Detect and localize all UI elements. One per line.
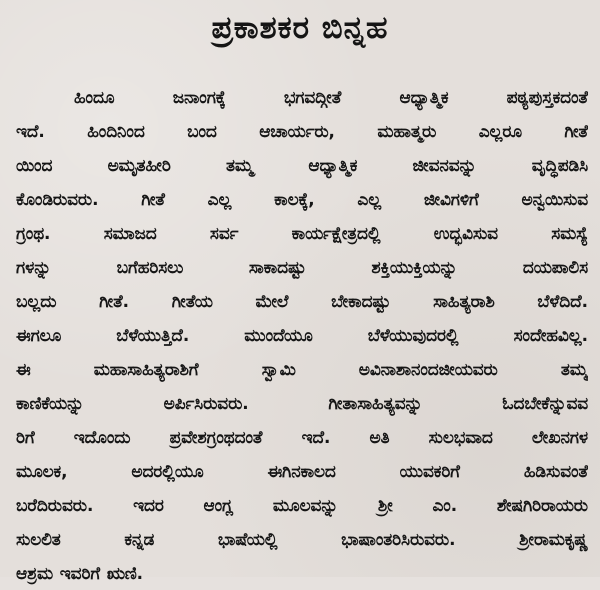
paragraph-line-12: ಮೂಲಕ, ಅದರಲ್ಲಿಯೂ ಈಗಿನಕಾಲದ ಯುವಕರಿಗೆ ಹಿಡಿಸುವಂತೆ xyxy=(16,461,588,481)
paragraph-line-6: ಗಳನ್ನು ಬಗೆಹರಿಸಲು ಸಾಕಾದಷ್ಟು ಶಕ್ತಿಯುಕ್ತಿಯನ್ನು ದಯಪಾಲಿಸ xyxy=(16,257,588,277)
paragraph-line-7: ಬಲ್ಲದು ಗೀತೆ. ಗೀತೆಯ ಮೇಲೆ ಬೇಕಾದಷ್ಟು ಸಾಹಿತ್ಯರಾಶಿ ಬೆಳೆದಿದೆ. xyxy=(16,291,588,311)
paragraph-line-5: ಗ್ರಂಥ. ಸಮಾಜದ ಸರ್ವ ಕಾರ್ಯಕ್ಷೇತ್ರದಲ್ಲಿ ಉದ್ಭವಿಸುವ ಸಮಸ್ಯೆ xyxy=(16,223,588,243)
paragraph-line-13: ಬರೆದಿರುವರು. ಇದರ ಆಂಗ್ಲ ಮೂಲವನ್ನು ಶ್ರೀ ಎಂ. ಶೇಷಗಿರಿರಾಯರು xyxy=(16,495,588,515)
paragraph-line-8: ಈಗಲೂ ಬೆಳೆಯುತ್ತಿದೆ. ಮುಂದೆಯೂ ಬೆಳೆಯುವುದರಲ್ಲಿ ಸಂದೇಹವಿಲ್ಲ. xyxy=(16,325,588,345)
paragraph-line-14: ಸುಲಲಿತ ಕನ್ನಡ ಭಾಷೆಯಲ್ಲಿ ಭಾಷಾಂತರಿಸಿರುವರು. ಶ್ರೀರಾಮಕೃಷ್ಣ xyxy=(16,529,588,549)
preface-paragraph xyxy=(16,80,588,590)
paragraph-line-15: ಆಶ್ರಮ ಇವರಿಗೆ ಋಣಿ. xyxy=(16,563,144,583)
paragraph-line-1: ಹಿಂದೂ ಜನಾಂಗಕ್ಕೆ ಭಗವದ್ಗೀತೆ ಆಧ್ಯಾತ್ಮಿಕ ಪಠ್ಯಪುಸ್ತಕದಂತೆ xyxy=(74,87,588,107)
paragraph-line-11: ರಿಗೆ ಇದೊಂದು ಪ್ರವೇಶಗ್ರಂಥದಂತೆ ಇದೆ. ಅತಿ ಸುಲಭವಾದ ಲೇಖನಗಳ xyxy=(16,427,588,447)
paragraph-line-3: ಯಿಂದ ಅಮೃತಹೀರಿ ತಮ್ಮ ಆಧ್ಯಾತ್ಮಿಕ ಜೀವನವನ್ನು ವೃದ್ಧಿಪಡಿಸಿ xyxy=(16,155,588,175)
paragraph-line-4: ಕೊಂಡಿರುವರು. ಗೀತೆ ಎಲ್ಲ ಕಾಲಕ್ಕೆ, ಎಲ್ಲ ಜೀವಿಗಳಿಗೆ ಅನ್ವಯಿಸುವ xyxy=(16,189,588,209)
paragraph-line-9: ಈ ಮಹಾಸಾಹಿತ್ಯರಾಶಿಗೆ ಸ್ವಾಮಿ ಅವಿನಾಶಾನಂದಜೀಯವರು ತಮ್ಮ xyxy=(16,359,588,379)
paragraph-line-2: ಇದೆ. ಹಿಂದಿನಿಂದ ಬಂದ ಆಚಾರ್ಯರು, ಮಹಾತ್ಮರು ಎಲ್ಲರೂ ಗೀತೆ xyxy=(16,121,588,141)
page-title: ಪ್ರಕಾಶಕರ ಬಿನ್ನಹ xyxy=(211,10,389,46)
paragraph-line-10: ಕಾಣಿಕೆಯನ್ನು ಅರ್ಪಿಸಿರುವರು. ಗೀತಾಸಾಹಿತ್ಯವನ್ನು ಓದಬೇಕೆನ್ನುವವ xyxy=(16,393,588,413)
